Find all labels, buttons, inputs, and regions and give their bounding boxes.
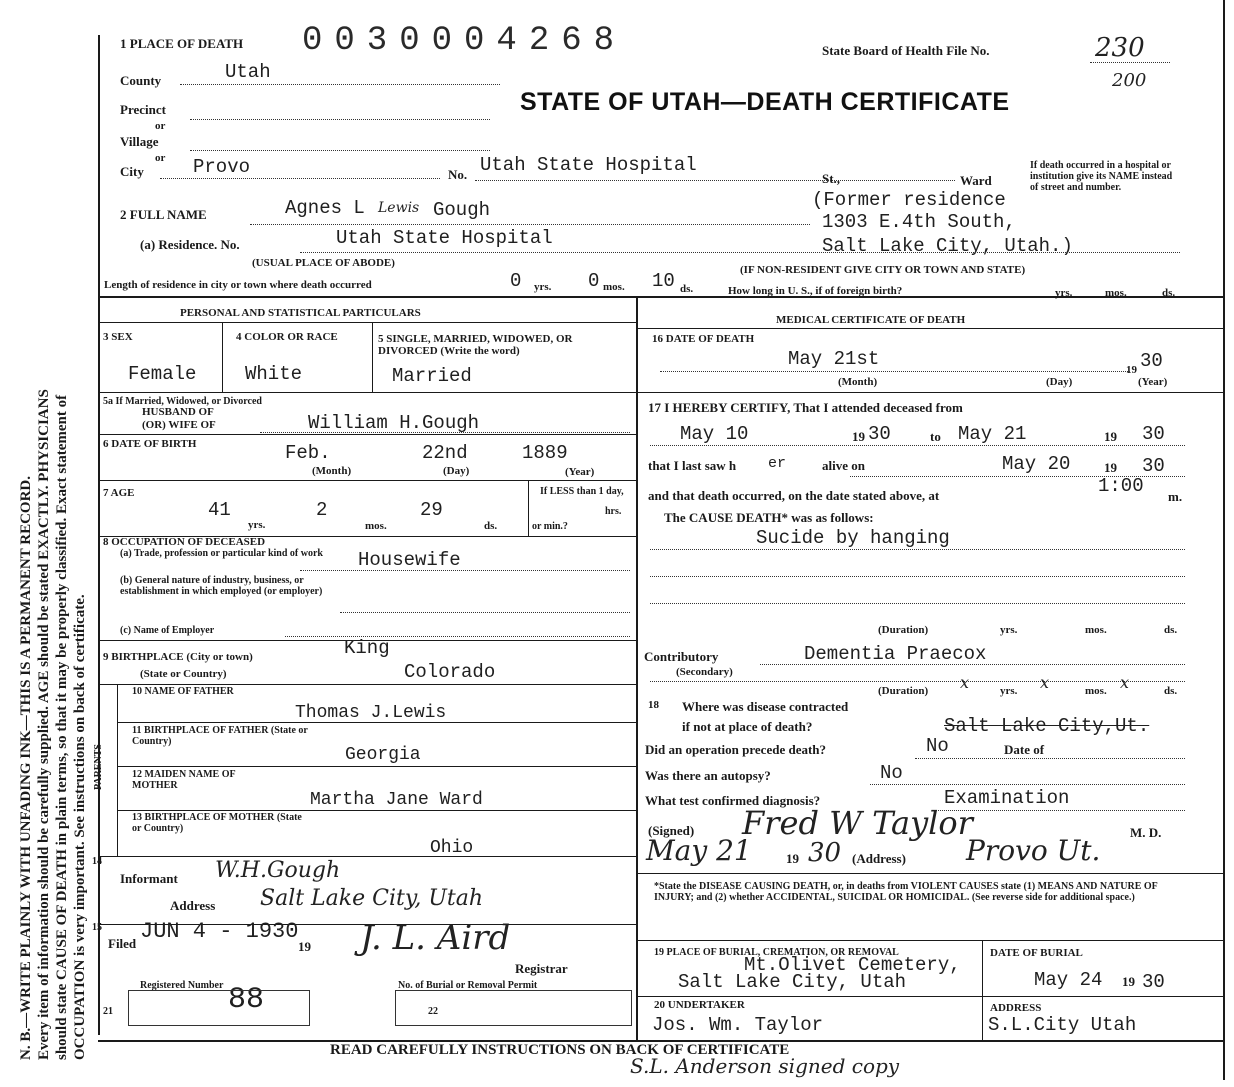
city-label: City	[120, 164, 144, 179]
death-year-caption: (Year)	[1138, 376, 1168, 388]
st-label: St.,	[822, 171, 841, 186]
footer-instructions: READ CAREFULLY INSTRUCTIONS ON BACK OF CERTIFICATE	[330, 1042, 790, 1058]
cause-of-death-value: Sucide by hanging	[756, 527, 950, 549]
age-months: 2	[316, 499, 328, 521]
attended-to-year: 30	[1142, 423, 1165, 445]
box-21-label: 21	[103, 1006, 113, 1017]
spouse-label-3: (OR) WIFE OF	[142, 419, 216, 431]
date-of-death-label: 16 DATE OF DEATH	[652, 333, 755, 345]
burial-date-label: DATE OF BURIAL	[990, 947, 1083, 959]
certificate-title: STATE OF UTAH—DEATH CERTIFICATE	[520, 88, 1010, 116]
occupation-value: Housewife	[358, 549, 461, 571]
attended-from-19: 19	[852, 429, 865, 444]
burial-place-label: 19 PLACE OF BURIAL, CREMATION, OR REMOVAL	[654, 947, 899, 958]
attended-from-year: 30	[868, 423, 891, 445]
age-ds-unit: ds.	[484, 520, 498, 532]
residence-label: (a) Residence. No.	[140, 237, 240, 252]
filed-label: Filed	[108, 936, 137, 951]
attended-to-label: to	[930, 429, 941, 444]
marital-value: Married	[392, 365, 472, 387]
age-or-min-unit: or min.?	[532, 521, 568, 532]
nonresident-note: (IF NON-RESIDENT GIVE CITY OR TOWN AND STATE)	[740, 264, 1026, 276]
time-of-death-label: and that death occurred, on the date stated above, at	[648, 488, 940, 503]
informant-number: 14	[92, 856, 102, 867]
last-saw-fill: er	[768, 455, 787, 472]
dob-label: 6 DATE OF BIRTH	[103, 438, 197, 450]
burial-date-year: 30	[1142, 971, 1165, 993]
full-name-surname: Gough	[433, 199, 491, 221]
secondary-duration-label: (Duration)	[878, 685, 929, 697]
undertaker-value: Jos. Wm. Taylor	[652, 1014, 824, 1036]
dob-year-caption: (Year)	[565, 466, 595, 478]
time-of-death-suffix: m.	[1168, 489, 1183, 504]
signed-date: May 21	[646, 834, 752, 867]
registered-number-box	[128, 990, 310, 1026]
street-no-value: Utah State Hospital	[480, 154, 697, 176]
street-no-label: No.	[448, 167, 468, 182]
filed-19: 19	[298, 939, 311, 954]
age-years: 41	[208, 499, 231, 521]
stamped-certificate-number: 0030004268	[302, 22, 627, 60]
employer-label: (c) Name of Employer	[120, 625, 215, 636]
test-confirmed-value: Examination	[944, 787, 1070, 809]
where-contracted-label: Where was disease contracted	[682, 699, 849, 714]
length-yrs-unit: yrs.	[534, 281, 552, 293]
or-label-2: or	[155, 152, 166, 164]
hospital-note: If death occurred in a hospital or institution give its NAME instead of street and number.	[1030, 160, 1173, 193]
us-yrs-unit: yrs.	[1055, 287, 1073, 299]
mother-birthplace-label: 13 BIRTHPLACE OF MOTHER (State or Country)	[132, 812, 302, 834]
birthplace-label: 9 BIRTHPLACE (City or town)	[103, 651, 253, 663]
primary-duration-ds: ds.	[1164, 624, 1178, 636]
full-name-label: 2 FULL NAME	[120, 207, 207, 222]
mother-label: 12 MAIDEN NAME OF MOTHER	[132, 769, 236, 791]
color-value: White	[245, 363, 303, 385]
ward-label: Ward	[960, 173, 992, 188]
operation-value: No	[926, 735, 949, 757]
signed-label: (Signed)	[648, 823, 695, 838]
length-of-residence-label: Length of residence in city or town where death occurred	[104, 279, 372, 291]
informant-label: Informant	[120, 871, 178, 886]
residence-city: Salt Lake City, Utah.)	[822, 235, 1073, 257]
personal-section-title: PERSONAL AND STATISTICAL PARTICULARS	[180, 307, 421, 319]
registrar-signature: J. L. Aird	[360, 918, 511, 958]
length-mos-unit: mos.	[603, 281, 625, 293]
attended-to-19: 19	[1104, 429, 1117, 444]
dob-day: 22nd	[422, 442, 468, 464]
undertaker-address-value: S.L.City Utah	[988, 1014, 1137, 1036]
burial-date-value: May 24	[1034, 969, 1103, 991]
autopsy-label: Was there an autopsy?	[645, 768, 771, 783]
father-birthplace-label: 11 BIRTHPLACE OF FATHER (State or Country)	[132, 725, 308, 747]
dob-year: 1889	[522, 442, 568, 464]
length-years-value: 0	[510, 270, 522, 292]
county-value: Utah	[225, 61, 271, 83]
informant-address-label: Address	[170, 898, 216, 913]
city-value: Provo	[193, 156, 251, 178]
occupation-a-label: (a) Trade, profession or particular kind of work	[120, 548, 323, 559]
mother-value: Martha Jane Ward	[310, 790, 483, 810]
medical-section-title: MEDICAL CERTIFICATE OF DEATH	[776, 314, 966, 326]
age-mos-unit: mos.	[365, 520, 387, 532]
mother-birthplace-value: Ohio	[430, 838, 474, 858]
test-confirmed-label: What test confirmed diagnosis?	[645, 793, 821, 808]
registrar-label: Registrar	[515, 961, 568, 976]
death-month-caption: (Month)	[838, 376, 878, 388]
dob-day-caption: (Day)	[443, 465, 470, 477]
burial-place-value-1: Mt.Olivet Cemetery,	[744, 954, 961, 976]
secondary-duration-mos: mos.	[1085, 685, 1107, 697]
age-label: 7 AGE	[103, 487, 135, 499]
primary-duration-mos: mos.	[1085, 624, 1107, 636]
burial-date-19: 19	[1122, 974, 1135, 989]
signed-19: 19	[786, 851, 799, 866]
certify-label: 17 I HEREBY CERTIFY, That I attended deceased from	[648, 400, 963, 415]
length-days-value: 10	[652, 270, 675, 292]
copy-annotation: S.L. Anderson signed copy	[630, 1054, 900, 1078]
undertaker-label: 20 UNDERTAKER	[654, 999, 745, 1011]
last-seen-alive-date: May 20	[1002, 453, 1071, 475]
attended-to-date: May 21	[958, 423, 1027, 445]
registered-number-value: 88	[228, 983, 265, 1017]
age-yrs-unit: yrs.	[248, 519, 266, 531]
secondary-label: (Secondary)	[676, 666, 733, 678]
date-of-death-19: 19	[1126, 364, 1137, 376]
contributory-value: Dementia Praecox	[804, 643, 987, 665]
last-seen-year: 30	[1142, 455, 1165, 477]
side-note-line-1: N. B.—WRITE PLAINLY WITH UNFADING INK—THIS IS A PERMANENT RECORD.	[18, 476, 34, 1060]
informant-address-value: Salt Lake City, Utah	[260, 886, 483, 911]
age-less-than-label: If LESS than 1 day,	[540, 486, 624, 497]
us-ds-unit: ds.	[1162, 287, 1176, 299]
physician-signature: Fred W Taylor	[742, 804, 973, 842]
length-ds-unit: ds.	[680, 283, 694, 295]
last-seen-19: 19	[1104, 460, 1117, 475]
spouse-label-1: 5a If Married, Widowed, or Divorced	[103, 396, 262, 407]
birthplace-state-label: (State or Country)	[140, 668, 227, 680]
box-22-label: 22	[428, 1006, 438, 1017]
age-days: 29	[420, 499, 443, 521]
board-file-annotation: 200	[1112, 70, 1147, 91]
left-border	[98, 35, 100, 1035]
full-name-value: Agnes L	[285, 197, 365, 219]
parents-label: PARENTS	[93, 744, 104, 790]
sex-value: Female	[128, 363, 197, 385]
us-residence-label: How long in U. S., if of foreign birth?	[728, 285, 903, 297]
right-border	[1223, 0, 1225, 1080]
side-note-line-2: Every item of information should be carefully supplied. AGE should be stated EXACTLY. PHYSICIANS	[36, 389, 52, 1060]
father-birthplace-value: Georgia	[345, 745, 421, 765]
autopsy-value: No	[880, 762, 903, 784]
birthplace-city: King	[344, 637, 390, 659]
usual-abode-note: (USUAL PLACE OF ABODE)	[252, 257, 395, 269]
length-months-value: 0	[588, 270, 600, 292]
center-divider	[636, 296, 638, 1040]
md-label: M. D.	[1130, 825, 1162, 840]
operation-label: Did an operation precede death?	[645, 742, 827, 757]
primary-duration-label: (Duration)	[878, 624, 929, 636]
operation-date-label: Date of	[1004, 742, 1045, 757]
father-label: 10 NAME OF FATHER	[132, 686, 234, 697]
death-certificate: N. B.—WRITE PLAINLY WITH UNFADING INK—THIS IS A PERMANENT RECORD. Every item of information should be carefully supplied. AGE should be stated EXACTLY. PHYSICIANS should state CAUSE OF DEATH in plain terms, so that it may be properly classified. Exact statement of OCCUPATION is very important. See instructions on back of certificate. 1 PLACE OF DEATH 0030004268 State Board of Health File No. 230 200 STATE OF UTAH—DEATH CERTIFICATE County Utah Precinct or Village or City Provo No. Utah State Hospital St., Ward If death occurred in a hospital or institution give its NAME instead of street and number. 2 FULL NAME Agnes L Lewis Gough (Former residence 1303 E.4th South, (a) Residence. No. Utah State Hospital Salt Lake City, Utah.) (USUAL PLACE OF ABODE) (IF NON-RESIDENT GIVE CITY OR TOWN AND STATE) Length of residence in city or town where death occurred 0 yrs. 0 mos. 10 ds. How long in U. S., if of foreign birth? yrs. mos. ds. PERSONAL AND STATISTICAL PARTICULARS 3 SEX Female 4 COLOR OR RACE White 5 SINGLE, MARRIED, WIDOWED, OR DIVORCED (Write the word) Married 5a If Married, Widowed, or Divorced HUSBAND OF (OR) WIFE OF William H.Gough 6 DATE OF BIRTH Feb. 22nd 1889 (Month) (Day) (Year) 7 AGE 41 yrs. 2 mos. 29 ds. If LESS than 1 day, hrs. or min.? 8 OCCUPATION OF DECEASED (a) Trade, profession or particular kind of work Housewife (b) General nature of industry, business, or establishment in which employed (or employer) (c) Name of Employer 9 BIRTHPLACE (City or town) (State or Country) King Colorado PARENTS 10 NAME OF FATHER Thomas J.Lewis 11 BIRTHPLACE OF FATHER (State or Country) Georgia 12 MAIDEN NAME OF MOTHER Martha Jane Ward 13 BIRTHPLACE OF MOTHER (State or Country) Ohio 14 Informant W.H.Gough Address Salt Lake City, Utah 15 Filed JUN 4 - 1930 19 J. L. Aird Registrar Registered Number 88 No. of Burial or Removal Permit 21 22 MEDICAL CERTIFICATE OF DEATH 16 DATE OF DEATH May 21st 19 30 (Month) (Day) (Year) 17 I HEREBY CERTIFY, That I attended deceased from May 10 19 30 to May 21 19 30 that I last saw h er alive on May 20 19 30 and that death occurred, on the date stated above, at 1:00 m. The CAUSE DEATH* was as follows: Sucide by hanging (Duration) yrs. mos. ds. Contributory (Secondary) Dementia Praecox (Duration) x yrs. x mos. x ds. 18 Where was disease contracted if not at place of death? Salt Lake City,Ut. Did an operation precede death? No Date of Was there an autopsy? No What test confirmed diagnosis? Examination (Signed) Fred W Taylor M. D. May 21 19 30 (Address) Provo Ut. *State the DISEASE CAUSING DEATH, or, in deaths from VIOLENT CAUSES state (1) MEANS AND NATURE OF INJURY; and (2) whether ACCIDENTAL, SUICIDAL OR HOMICIDAL. (See reverse side for additional space.) 19 PLACE OF BURIAL, CREMATION, OR REMOVAL Mt.Olivet Cemetery, Salt Lake City, Utah DATE OF BURIAL May 24 19 30 20 UNDERTAKER Jos. Wm. Taylor ADDRESS S.L.City Utah READ CAREFULLY INSTRUCTIONS ON BACK OF CERTIFICATE S.L. Anderson signed copy	[0, 0, 1234, 1087]
village-label: Village	[120, 134, 159, 149]
spouse-label-2: HUSBAND OF	[142, 406, 214, 418]
cause-of-death-label: The CAUSE DEATH* was as follows:	[664, 510, 874, 525]
full-name-handwritten: Lewis	[378, 200, 420, 216]
residence-value: Utah State Hospital	[336, 227, 553, 249]
registered-number-label: Registered Number	[140, 980, 224, 991]
board-file-value: 230	[1095, 33, 1145, 63]
last-saw-label: that I last saw h	[648, 458, 737, 473]
secondary-duration-yrs: yrs.	[1000, 685, 1018, 697]
age-hrs-unit: hrs.	[605, 506, 622, 517]
date-of-death-year: 30	[1140, 350, 1163, 372]
alive-on-label: alive on	[822, 458, 865, 473]
color-label: 4 COLOR OR RACE	[236, 331, 338, 343]
cause-footnote: *State the DISEASE CAUSING DEATH, or, in deaths from VIOLENT CAUSES state (1) MEANS AND NATURE OF INJURY; and (2) whether ACCIDENTAL, SUICIDAL OR HOMICIDAL. (See reverse side for additional space.)	[654, 881, 1158, 903]
signed-year: 30	[808, 838, 842, 868]
filed-stamp-date: JUN 4 - 1930	[140, 919, 299, 944]
physician-address-label: (Address)	[852, 851, 906, 866]
filed-number: 15	[92, 922, 102, 933]
physician-address-value: Provo Ut.	[966, 834, 1101, 867]
birthplace-state: Colorado	[404, 661, 496, 683]
attended-from-date: May 10	[680, 423, 749, 445]
or-label-1: or	[155, 120, 166, 132]
burial-place-value-2: Salt Lake City, Utah	[678, 971, 907, 993]
occupation-label: 8 OCCUPATION OF DECEASED	[103, 536, 266, 548]
former-address: 1303 E.4th South,	[822, 211, 1016, 233]
dob-month: Feb.	[285, 442, 331, 464]
secondary-duration-ds: ds.	[1164, 685, 1178, 697]
precinct-label: Precinct	[120, 102, 166, 117]
burial-permit-label: No. of Burial or Removal Permit	[398, 980, 538, 991]
board-file-label: State Board of Health File No.	[822, 43, 990, 58]
where-contracted-value: Salt Lake City,Ut.	[944, 715, 1150, 737]
place-of-death-label: 1 PLACE OF DEATH	[120, 36, 244, 51]
date-of-death-value: May 21st	[788, 348, 880, 370]
former-residence: (Former residence	[812, 189, 1006, 211]
primary-duration-yrs: yrs.	[1000, 624, 1018, 636]
informant-value: W.H.Gough	[215, 858, 341, 883]
death-day-caption: (Day)	[1046, 376, 1073, 388]
question-18-label: 18	[648, 699, 659, 711]
occupation-b-label: (b) General nature of industry, business, or establishment in which employed (or employer)	[120, 575, 323, 597]
undertaker-address-label: ADDRESS	[990, 1002, 1042, 1014]
where-contracted-label-2: if not at place of death?	[682, 719, 813, 734]
spouse-value: William H.Gough	[308, 412, 480, 434]
marital-label: 5 SINGLE, MARRIED, WIDOWED, OR DIVORCED (Write the word)	[378, 333, 573, 357]
time-of-death-value: 1:00	[1098, 475, 1144, 497]
dob-month-caption: (Month)	[312, 465, 352, 477]
father-value: Thomas J.Lewis	[295, 703, 447, 723]
us-mos-unit: mos.	[1105, 287, 1127, 299]
side-note-line-4: OCCUPATION is very important. See instructions on back of certificate.	[72, 594, 88, 1060]
sex-label: 3 SEX	[103, 331, 133, 343]
side-note-line-3: should state CAUSE OF DEATH in plain terms, so that it may be properly classified. Exact statement of	[54, 394, 70, 1060]
county-label: County	[120, 73, 162, 88]
contributory-label: Contributory	[644, 649, 719, 664]
